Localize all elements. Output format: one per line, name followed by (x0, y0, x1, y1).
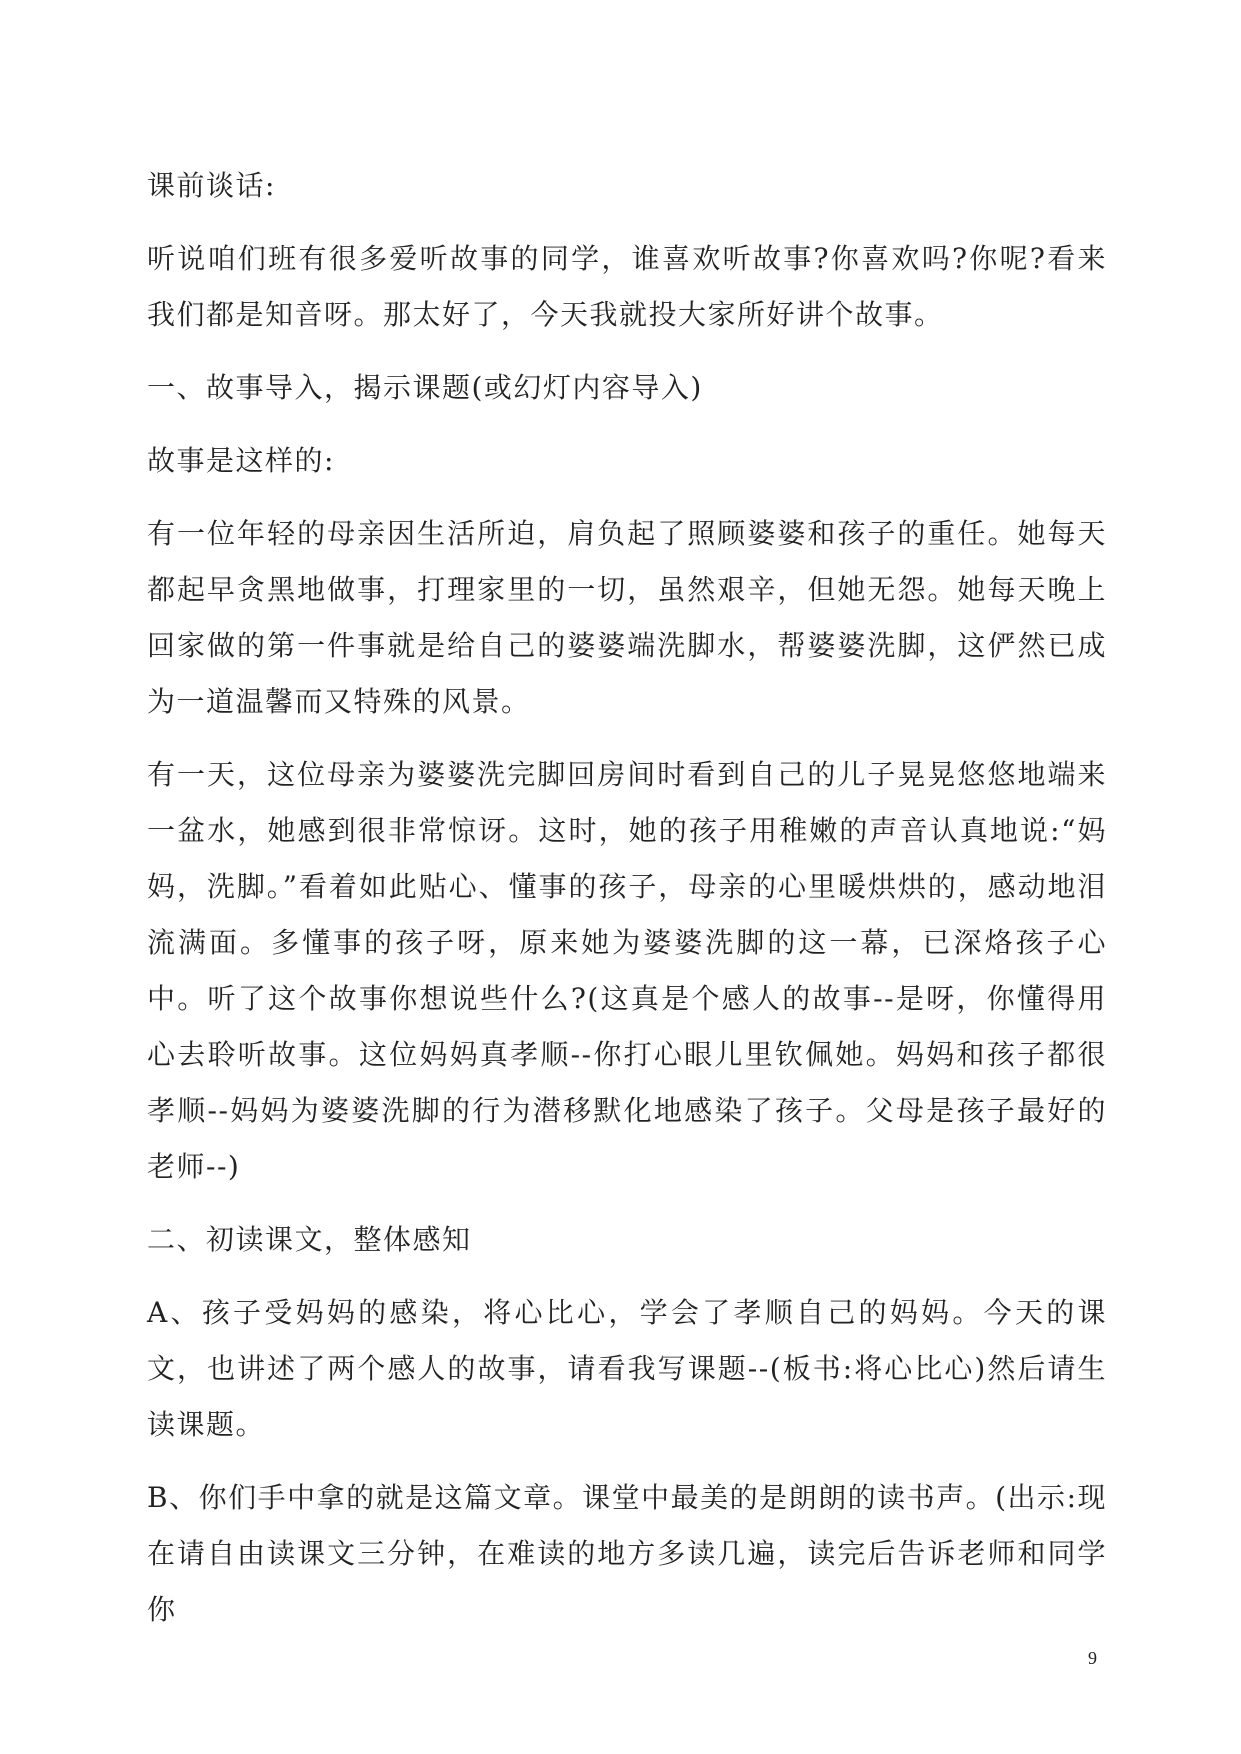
paragraph-preclass-talk: 听说咱们班有很多爱听故事的同学，谁喜欢听故事?你喜欢吗?你呢?看来我们都是知音呀。那太好了，今天我就投大家所好讲个故事。 (147, 242, 1107, 331)
section-heading-story-intro: 一、故事导入，揭示课题(或幻灯内容导入) (147, 371, 703, 404)
paragraph-item-b: B、你们手中拿的就是这篇文章。课堂中最美的是朗朗的读书声。(出示:现在请自由读课文三分钟，在难读的地方多读几遍，读完后告诉老师和同学你 (147, 1481, 1107, 1626)
page-number: 9 (1088, 1648, 1097, 1668)
paragraph-story-part-1: 有一位年轻的母亲因生活所迫，肩负起了照顾婆婆和孩子的重任。她每天都起早贪黑地做事，打理家里的一切，虽然艰辛，但她无怨。她每天晚上回家做的第一件事就是给自己的婆婆端洗脚水，帮婆婆洗脚，这俨然已成为一道温馨而又特殊的风景。 (147, 517, 1107, 718)
paragraph-story-part-2: 有一天，这位母亲为婆婆洗完脚回房间时看到自己的儿子晃晃悠悠地端来一盆水，她感到很非常惊讶。这时，她的孩子用稚嫩的声音认真地说:“妈妈，洗脚。”看着如此贴心、懂事的孩子，母亲的心里暖烘烘的，感动地泪流满面。多懂事的孩子呀，原来她为婆婆洗脚的这一幕，已深烙孩子心中。听了这个故事你想说些什么?(这真是个感人的故事--是呀，你懂得用心去聆听故事。这位妈妈真孝顺--你打心眼儿里钦佩她。妈妈和孩子都很孝顺--妈妈为婆婆洗脚的行为潜移默化地感染了孩子。父母是孩子最好的老师--) (147, 758, 1107, 1183)
paragraph-preclass-talk-heading: 课前谈话: (147, 169, 276, 202)
document-body (147, 158, 1107, 1655)
paragraph-item-a: A、孩子受妈妈的感染，将心比心，学会了孝顺自己的妈妈。今天的课文，也讲述了两个感人的故事，请看我写课题--(板书:将心比心)然后请生读课题。 (147, 1296, 1107, 1441)
section-heading-first-reading: 二、初读课文，整体感知 (147, 1223, 472, 1256)
paragraph-story-lead: 故事是这样的: (147, 444, 335, 477)
